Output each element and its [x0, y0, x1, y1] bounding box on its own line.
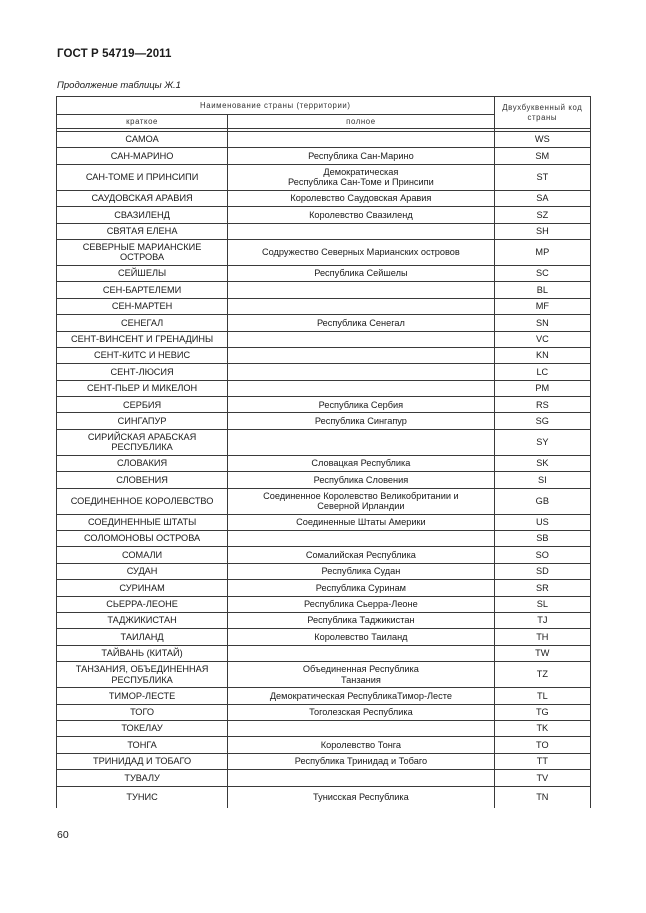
full-name-cell: Республика Сенегал — [228, 315, 494, 331]
full-name-cell: Республика Сингапур — [228, 413, 494, 429]
document-standard-number: ГОСТ Р 54719—2011 — [57, 48, 172, 60]
table-body — [57, 132, 591, 808]
full-name-cell: Тоголезская Республика — [228, 704, 494, 720]
table-row — [57, 580, 591, 596]
short-name-cell: ТИМОР-ЛЕСТЕ — [57, 688, 228, 704]
full-name-cell — [228, 331, 494, 347]
table-row — [57, 429, 591, 455]
table-row — [57, 347, 591, 363]
full-name-cell — [228, 282, 494, 298]
country-code-cell: SL — [494, 596, 590, 612]
country-code-cell: TZ — [494, 662, 590, 688]
short-name-cell: СОЕДИНЕННОЕ КОРОЛЕВСТВО — [57, 488, 228, 514]
country-code-cell: SB — [494, 531, 590, 547]
short-name-cell: СЛОВАКИЯ — [57, 455, 228, 471]
full-name-cell: Королевство Свазиленд — [228, 207, 494, 223]
table-row — [57, 298, 591, 314]
table-row — [57, 645, 591, 661]
country-name-group-header: Наименование страны (территории) — [57, 97, 495, 115]
full-name-cell: Республика Таджикистан — [228, 612, 494, 628]
full-name-cell: Республика Сьерра-Леоне — [228, 596, 494, 612]
table-row — [57, 364, 591, 380]
short-name-cell: ТАНЗАНИЯ, ОБЪЕДИНЕННАЯ РЕСПУБЛИКА — [57, 662, 228, 688]
table-row — [57, 753, 591, 769]
country-code-cell: SZ — [494, 207, 590, 223]
country-code-cell: MF — [494, 298, 590, 314]
country-code-cell: BL — [494, 282, 590, 298]
table-row — [57, 688, 591, 704]
table-row — [57, 514, 591, 530]
short-name-cell: САН-ТОМЕ И ПРИНСИПИ — [57, 164, 228, 190]
table-row — [57, 190, 591, 206]
short-name-cell: ТАДЖИКИСТАН — [57, 612, 228, 628]
short-name-cell: САМОА — [57, 132, 228, 148]
full-name-cell: Королевство Тонга — [228, 737, 494, 753]
short-name-cell: СВЯТАЯ ЕЛЕНА — [57, 223, 228, 239]
table-header — [57, 97, 591, 132]
table-row — [57, 148, 591, 164]
country-code-cell: TV — [494, 770, 590, 786]
full-name-cell — [228, 429, 494, 455]
country-code-cell: TG — [494, 704, 590, 720]
table-row — [57, 629, 591, 645]
country-code-cell: GB — [494, 488, 590, 514]
short-name-cell: СВАЗИЛЕНД — [57, 207, 228, 223]
table-row — [57, 413, 591, 429]
full-name-cell: Демократическая Республика Сан-Томе и Принсипи — [228, 164, 494, 190]
country-code-cell: PM — [494, 380, 590, 396]
country-code-cell: SY — [494, 429, 590, 455]
table-row — [57, 770, 591, 786]
full-name-cell — [228, 770, 494, 786]
table-row — [57, 563, 591, 579]
full-name-cell: Словацкая Республика — [228, 455, 494, 471]
table-row — [57, 786, 591, 808]
table-row — [57, 547, 591, 563]
country-code-cell: SA — [494, 190, 590, 206]
table-row — [57, 164, 591, 190]
country-code-cell: TT — [494, 753, 590, 769]
full-name-cell — [228, 380, 494, 396]
full-name-cell — [228, 531, 494, 547]
short-name-cell: СЬЕРРА-ЛЕОНЕ — [57, 596, 228, 612]
full-name-cell: Объединенная Республика Танзания — [228, 662, 494, 688]
country-code-cell: SG — [494, 413, 590, 429]
full-name-cell — [228, 645, 494, 661]
country-code-cell: VC — [494, 331, 590, 347]
full-name-cell — [228, 132, 494, 148]
full-name-cell: Тунисская Республика — [228, 786, 494, 808]
short-name-cell: СЕНТ-ЛЮСИЯ — [57, 364, 228, 380]
short-name-cell: САН-МАРИНО — [57, 148, 228, 164]
short-name-cell: СЕВЕРНЫЕ МАРИАНСКИЕ ОСТРОВА — [57, 239, 228, 265]
code-column-header: Двухбуквенный код страны — [494, 97, 590, 129]
full-name-cell: Республика Тринидад и Тобаго — [228, 753, 494, 769]
country-code-cell: SK — [494, 455, 590, 471]
table-row — [57, 612, 591, 628]
table-caption: Продолжение таблицы Ж.1 — [57, 80, 181, 91]
country-code-cell: SH — [494, 223, 590, 239]
full-name-cell: Соединенные Штаты Америки — [228, 514, 494, 530]
full-name-cell: Республика Сербия — [228, 397, 494, 413]
full-name-cell: Республика Судан — [228, 563, 494, 579]
country-code-cell: US — [494, 514, 590, 530]
country-code-cell: SI — [494, 472, 590, 488]
table-row — [57, 737, 591, 753]
short-name-cell: ТОГО — [57, 704, 228, 720]
short-name-cell: СЕНЕГАЛ — [57, 315, 228, 331]
table-row — [57, 596, 591, 612]
country-code-cell: KN — [494, 347, 590, 363]
table-row — [57, 472, 591, 488]
short-name-cell: ТРИНИДАД И ТОБАГО — [57, 753, 228, 769]
short-name-cell: СЕНТ-ВИНСЕНТ И ГРЕНАДИНЫ — [57, 331, 228, 347]
country-code-cell: RS — [494, 397, 590, 413]
full-name-cell: Республика Сейшелы — [228, 265, 494, 281]
short-name-cell: СЕН-МАРТЕН — [57, 298, 228, 314]
short-name-cell: СЕНТ-ПЬЕР И МИКЕЛОН — [57, 380, 228, 396]
full-name-cell: Содружество Северных Марианских островов — [228, 239, 494, 265]
full-name-cell: Сомалийская Республика — [228, 547, 494, 563]
table-row — [57, 331, 591, 347]
table-row — [57, 662, 591, 688]
country-code-cell: SR — [494, 580, 590, 596]
table-row — [57, 488, 591, 514]
full-name-cell — [228, 223, 494, 239]
short-name-cell: СИРИЙСКАЯ АРАБСКАЯ РЕСПУБЛИКА — [57, 429, 228, 455]
short-name-cell: СОМАЛИ — [57, 547, 228, 563]
full-name-cell — [228, 364, 494, 380]
short-name-cell: СЕН-БАРТЕЛЕМИ — [57, 282, 228, 298]
table-row — [57, 315, 591, 331]
short-name-cell: ТУВАЛУ — [57, 770, 228, 786]
short-name-cell: ТАИЛАНД — [57, 629, 228, 645]
country-code-cell: TK — [494, 720, 590, 736]
short-name-cell: ТОКЕЛАУ — [57, 720, 228, 736]
full-name-cell — [228, 347, 494, 363]
page-number: 60 — [57, 829, 69, 841]
table-row — [57, 132, 591, 148]
short-name-cell: ТАЙВАНЬ (КИТАЙ) — [57, 645, 228, 661]
short-name-cell: СЕЙШЕЛЫ — [57, 265, 228, 281]
short-name-column-header: краткое — [57, 115, 228, 129]
full-name-column-header: полное — [228, 115, 494, 129]
full-name-cell: Демократическая РеспубликаТимор-Лесте — [228, 688, 494, 704]
full-name-cell: Республика Суринам — [228, 580, 494, 596]
short-name-cell: СОЛОМОНОВЫ ОСТРОВА — [57, 531, 228, 547]
full-name-cell: Королевство Таиланд — [228, 629, 494, 645]
table-row — [57, 531, 591, 547]
table-row — [57, 207, 591, 223]
table-row — [57, 704, 591, 720]
full-name-cell: Королевство Саудовская Аравия — [228, 190, 494, 206]
short-name-cell: ТУНИС — [57, 786, 228, 808]
full-name-cell: Республика Словения — [228, 472, 494, 488]
country-code-cell: LC — [494, 364, 590, 380]
full-name-cell — [228, 298, 494, 314]
table-row — [57, 720, 591, 736]
country-code-cell: TL — [494, 688, 590, 704]
short-name-cell: СУДАН — [57, 563, 228, 579]
country-code-cell: SC — [494, 265, 590, 281]
short-name-cell: ТОНГА — [57, 737, 228, 753]
full-name-cell: Соединенное Королевство Великобритании и Северной Ирландии — [228, 488, 494, 514]
country-code-cell: SD — [494, 563, 590, 579]
table-row — [57, 265, 591, 281]
country-code-cell: TH — [494, 629, 590, 645]
country-code-cell: TW — [494, 645, 590, 661]
short-name-cell: СЕРБИЯ — [57, 397, 228, 413]
short-name-cell: СЛОВЕНИЯ — [57, 472, 228, 488]
table-row — [57, 397, 591, 413]
country-code-cell: SM — [494, 148, 590, 164]
country-code-cell: WS — [494, 132, 590, 148]
country-code-cell: MP — [494, 239, 590, 265]
full-name-cell — [228, 720, 494, 736]
country-code-cell: TJ — [494, 612, 590, 628]
short-name-cell: СОЕДИНЕННЫЕ ШТАТЫ — [57, 514, 228, 530]
short-name-cell: СИНГАПУР — [57, 413, 228, 429]
table-row — [57, 282, 591, 298]
country-code-cell: ST — [494, 164, 590, 190]
country-code-cell: SO — [494, 547, 590, 563]
table-row — [57, 455, 591, 471]
country-codes-table — [56, 96, 591, 808]
country-code-cell: TO — [494, 737, 590, 753]
short-name-cell: СЕНТ-КИТС И НЕВИС — [57, 347, 228, 363]
table-row — [57, 380, 591, 396]
table-row — [57, 223, 591, 239]
country-code-cell: SN — [494, 315, 590, 331]
short-name-cell: САУДОВСКАЯ АРАВИЯ — [57, 190, 228, 206]
country-code-cell: TN — [494, 786, 590, 808]
country-codes-table-container — [56, 96, 591, 808]
table-row — [57, 239, 591, 265]
full-name-cell: Республика Сан-Марино — [228, 148, 494, 164]
short-name-cell: СУРИНАМ — [57, 580, 228, 596]
